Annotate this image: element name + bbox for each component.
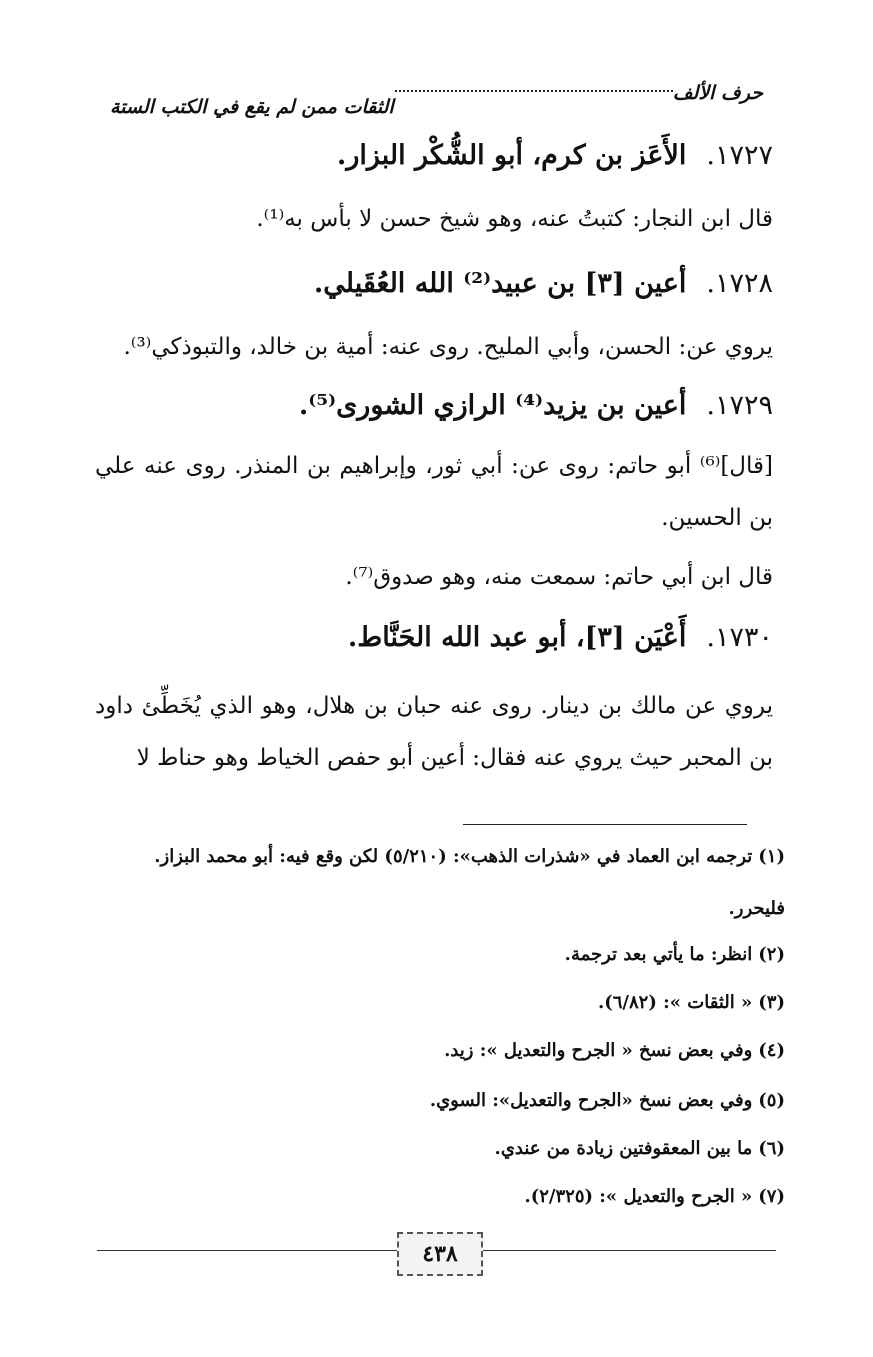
entry-number: ١٧٢٨. xyxy=(706,268,773,299)
entry-title-1729 xyxy=(299,390,773,421)
header-dotted-leader xyxy=(395,90,673,92)
footer-rule-right xyxy=(480,1250,776,1251)
entry-title-1727 xyxy=(337,140,773,171)
footnote-text: فليحرر. xyxy=(728,898,785,919)
footnote-4 xyxy=(80,1040,785,1061)
footnote-2 xyxy=(80,944,785,965)
entry-text-1728: يروي عن: الحسن، وأبي المليح. روى عنه: أمية بن خالد، والتبوذكي⁽³⁾. xyxy=(123,334,773,360)
footnote-text: « الجرح والتعديل »: (٢/٣٢٥). xyxy=(524,1186,753,1207)
entry-title-1728 xyxy=(314,268,773,299)
footnote-text: وفي بعض نسخ «الجرح والتعديل»: السوي. xyxy=(429,1090,753,1111)
footnote-number: (٥) xyxy=(758,1090,785,1111)
footnote-3 xyxy=(80,992,785,1013)
entry-name: أعين [٣] بن عبيد⁽²⁾ الله العُقَيلي. xyxy=(313,268,687,299)
page-number: ٤٣٨ xyxy=(397,1232,483,1276)
footnote-number: (٦) xyxy=(758,1138,785,1159)
entry-text-1727: قال ابن النجار: كتبتُ عنه، وهو شيخ حسن لا بأس به⁽¹⁾. xyxy=(256,206,773,232)
entry-text-1729-b: قال ابن أبي حاتم: سمعت منه، وهو صدوق⁽⁷⁾. xyxy=(345,564,773,590)
entry-number: ١٧٣٠. xyxy=(706,622,773,653)
entry-number: ١٧٢٧. xyxy=(706,140,773,171)
entry-name: الأَعَز بن كرم، أبو الشُّكْر البزار. xyxy=(336,140,687,171)
footnote-7 xyxy=(80,1186,785,1207)
footer-rule-left xyxy=(97,1250,397,1251)
footnote-number: (٣) xyxy=(758,992,785,1013)
entry-name: أعين بن يزيد⁽⁴⁾ الرازي الشورى⁽⁵⁾. xyxy=(298,390,687,421)
chapter-label: حرف الألف xyxy=(672,82,763,104)
footnote-5 xyxy=(80,1090,785,1111)
footnote-number: (٢) xyxy=(758,944,785,965)
footnote-number: (٤) xyxy=(758,1040,785,1061)
footnote-separator xyxy=(463,824,747,825)
footnote-text: ما بين المعقوفتين زيادة من عندي. xyxy=(494,1138,753,1159)
entry-text-1730: يروي عن مالك بن دينار. روى عنه حبان بن هلال، وهو الذي يُخَطِّئ داود بن المحبر حيث يروي عنه فقال: أعين أبو حفص الخياط وهو حناط لا xyxy=(95,693,773,771)
footnote-text: ترجمه ابن العماد في «شذرات الذهب»: (٥/٢١٠) لكن وقع فيه: أبو محمد البزاز. xyxy=(154,846,753,867)
footnote-1-continued xyxy=(80,898,785,919)
footnote-number: (٧) xyxy=(758,1186,785,1207)
entry-number: ١٧٢٩. xyxy=(706,390,773,421)
footnote-text: انظر: ما يأتي بعد ترجمة. xyxy=(564,944,753,965)
entry-name: أَعْيَن [٣]، أبو عبد الله الحَنَّاط. xyxy=(347,622,687,653)
running-header xyxy=(110,82,763,116)
book-label: الثقات ممن لم يقع في الكتب الستة xyxy=(110,96,394,118)
footnote-text: وفي بعض نسخ « الجرح والتعديل »: زيد. xyxy=(444,1040,753,1061)
footnote-text: « الثقات »: (٦/٨٢). xyxy=(597,992,753,1013)
footnote-6 xyxy=(80,1138,785,1159)
footnote-number: (١) xyxy=(758,846,785,867)
entry-text-1729-a: [قال]⁽⁶⁾ أبو حاتم: روى عن: أبي ثور، وإبراهيم بن المنذر. روى عنه علي بن الحسين. xyxy=(95,453,773,531)
footnote-1 xyxy=(80,846,785,867)
entry-title-1730 xyxy=(348,622,773,653)
